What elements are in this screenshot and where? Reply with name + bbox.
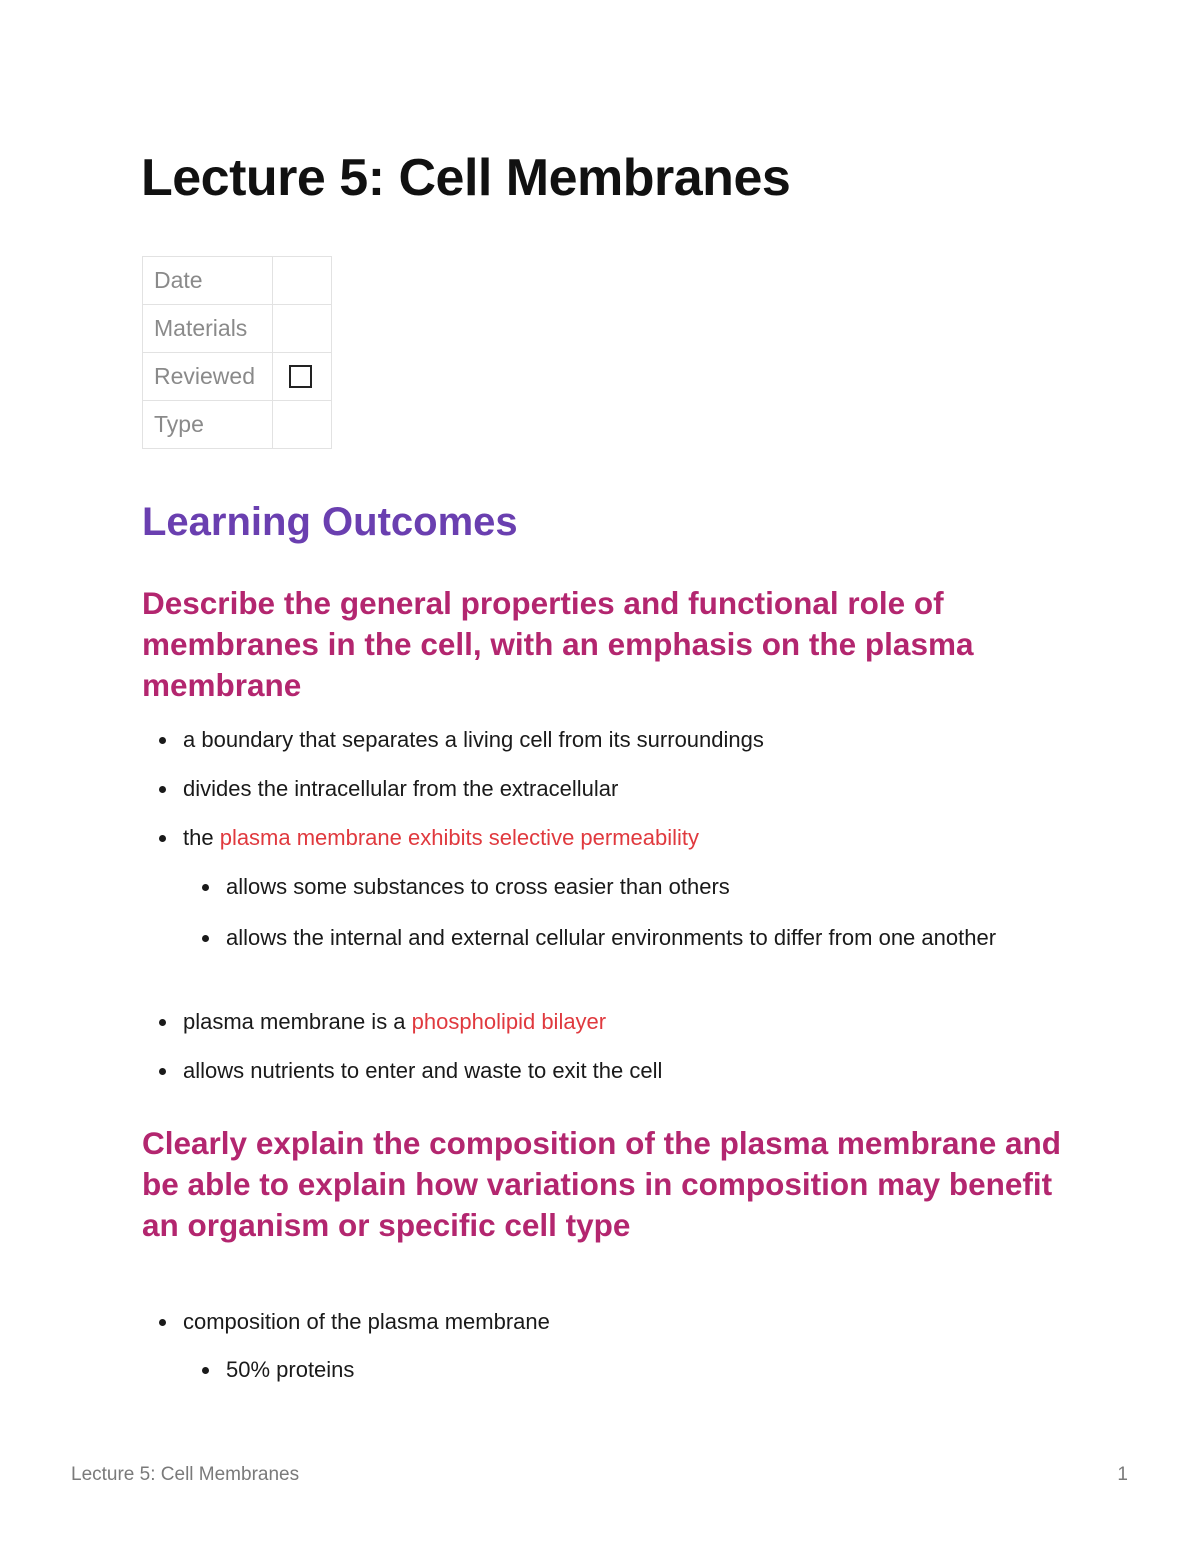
- property-value-materials[interactable]: [273, 305, 332, 353]
- list-item: allows some substances to cross easier than others: [226, 869, 1046, 904]
- page-number: 1: [1117, 1464, 1128, 1485]
- list-item: [183, 1004, 1033, 1039]
- highlighted-text: plasma membrane exhibits selective permeability: [219, 825, 700, 850]
- property-row-type: [143, 401, 332, 449]
- property-value-reviewed: [273, 353, 332, 401]
- list-item: allows nutrients to enter and waste to exit the cell: [183, 1053, 1033, 1088]
- property-key: Type: [143, 401, 273, 449]
- outcome-heading-2: Clearly explain the composition of the plasma membrane and be able to explain how variations in composition may benefit an organism or specific cell type: [142, 1125, 1061, 1243]
- properties-table: [142, 256, 332, 449]
- list-item: allows the internal and external cellular environments to differ from one another: [226, 920, 1046, 955]
- section-heading-learning-outcomes: Learning Outcomes: [142, 500, 518, 544]
- property-row-date: [143, 257, 332, 305]
- page-title: Lecture 5: Cell Membranes: [141, 149, 791, 207]
- footer-title: Lecture 5: Cell Membranes: [71, 1464, 300, 1485]
- reviewed-checkbox[interactable]: [289, 365, 312, 388]
- highlighted-text: phospholipid bilayer: [411, 1009, 607, 1034]
- list-item-text: the: [183, 825, 220, 850]
- list-item: divides the intracellular from the extracellular: [183, 771, 1033, 806]
- outcome-heading-1: Describe the general properties and functional role of membranes in the cell, with an emphasis on the plasma membrane: [142, 585, 974, 703]
- property-value-type[interactable]: [273, 401, 332, 449]
- property-row-materials: [143, 305, 332, 353]
- list-item: composition of the plasma membrane: [183, 1304, 1033, 1339]
- list-item: 50% proteins: [226, 1352, 1046, 1387]
- property-row-reviewed: [143, 353, 332, 401]
- property-key: Date: [143, 257, 273, 305]
- list-item-text: plasma membrane is a: [183, 1009, 412, 1034]
- property-key: Materials: [143, 305, 273, 353]
- property-key: Reviewed: [143, 353, 273, 401]
- property-value-date[interactable]: [273, 257, 332, 305]
- list-item: a boundary that separates a living cell from its surroundings: [183, 722, 1033, 757]
- list-item: [183, 820, 1033, 855]
